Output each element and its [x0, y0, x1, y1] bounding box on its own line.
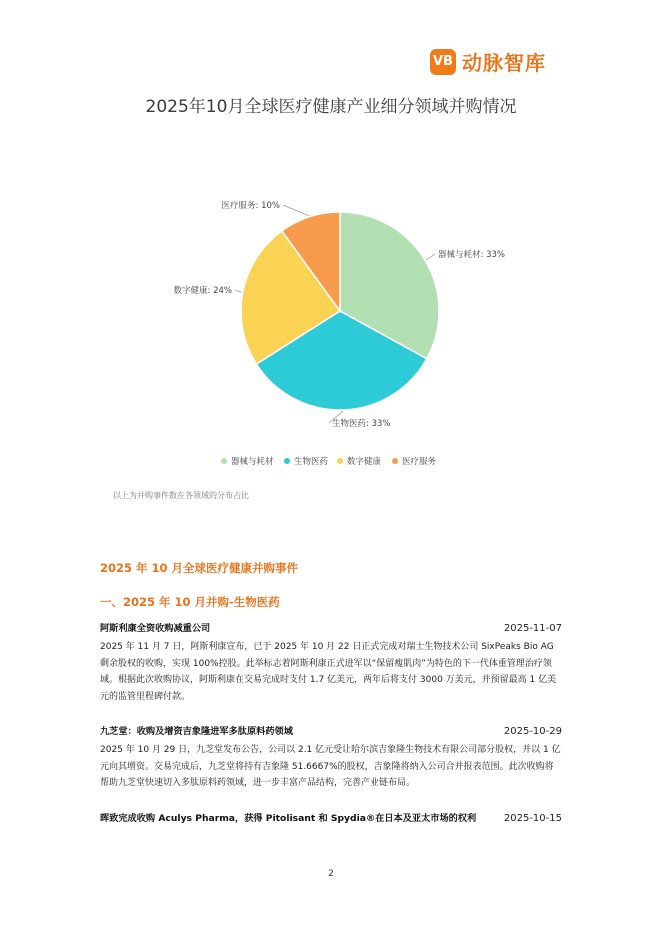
- event-body: 2025 年 11 月 7 日，阿斯利康宣布，已于 2025 年 10 月 22 日正式完成对瑞士生物技术公司 SixPeaks Bio AG 剩余股权的收购，实现 100%控股。此举标志着阿斯利康正式进军以“保留瘦肌肉”为特色的下一代体重管理治疗领域。根据此次收购协议，阿斯利康在交易完成时支付 1.7 亿美元，两年后将支付 3000 万美元，并预留最高 1 亿美元的监管里程碑付款。: [100, 642, 557, 702]
- pie-slice-label: 生物医药: 33%: [332, 419, 391, 429]
- legend-marker: [284, 458, 290, 464]
- legend-label: 生物医药: [294, 457, 329, 467]
- event-title: 阿斯利康全资收购减重公司: [100, 623, 211, 634]
- logo-badge: VB: [430, 49, 456, 75]
- pie-label-leader: [235, 290, 242, 292]
- pie-slice-label: 器械与耗材: 33%: [438, 250, 505, 260]
- event-item: [100, 620, 562, 705]
- event-title: 晖致完成收购 Aculys Pharma，获得 Pitolisant 和 Spydia®在日本及亚太市场的权利: [100, 813, 477, 824]
- event-item: [100, 810, 562, 824]
- pie-slice-label: 数字健康: 24%: [173, 286, 232, 296]
- pie-label-leader: [283, 205, 309, 216]
- legend-label: 数字健康: [347, 457, 382, 467]
- event-body: 2025 年 10 月 29 日，九芝堂发布公告，公司以 2.1 亿元受让哈尔滨吉象隆生物技术有限公司部分股权，并以 1 亿元向其增资。交易完成后，九芝堂将持有吉象隆 51.6667%的股权，吉象隆将纳入公司合并报表范围。此次收购将帮助九芝堂快速切入多肽原料药领域，进一步丰富产品结构，完善产业链布局。: [100, 745, 561, 788]
- logo-text: 动脉智库: [462, 51, 546, 75]
- pie-label-leader: [426, 254, 435, 260]
- logo: [430, 47, 546, 76]
- legend-label: 医疗服务: [402, 457, 437, 467]
- chart-note: 以上为并购事件数在各领域的分布占比: [113, 491, 249, 500]
- legend-label: 器械与耗材: [231, 457, 274, 467]
- page-number: 2: [328, 869, 334, 879]
- page-title: 2025年10月全球医疗健康产业细分领域并购情况: [145, 97, 517, 117]
- legend-marker: [221, 458, 227, 464]
- event-date: 2025-11-07: [503, 623, 562, 634]
- pie-chart: [150, 190, 530, 480]
- pie-slice-label: 医疗服务: 10%: [221, 201, 280, 211]
- section-title-sub: 一、2025 年 10 月并购-生物医药: [100, 595, 280, 609]
- legend-marker: [337, 458, 343, 464]
- legend-marker: [392, 458, 398, 464]
- event-item: [100, 723, 562, 792]
- section-title-main: 2025 年 10 月全球医疗健康并购事件: [100, 561, 299, 575]
- event-title: 九芝堂：收购及增资吉象隆进军多肽原料药领域: [100, 726, 293, 737]
- pie-chart-svg: [150, 190, 530, 480]
- event-date: 2025-10-29: [503, 726, 562, 737]
- event-date: 2025-10-15: [503, 813, 562, 824]
